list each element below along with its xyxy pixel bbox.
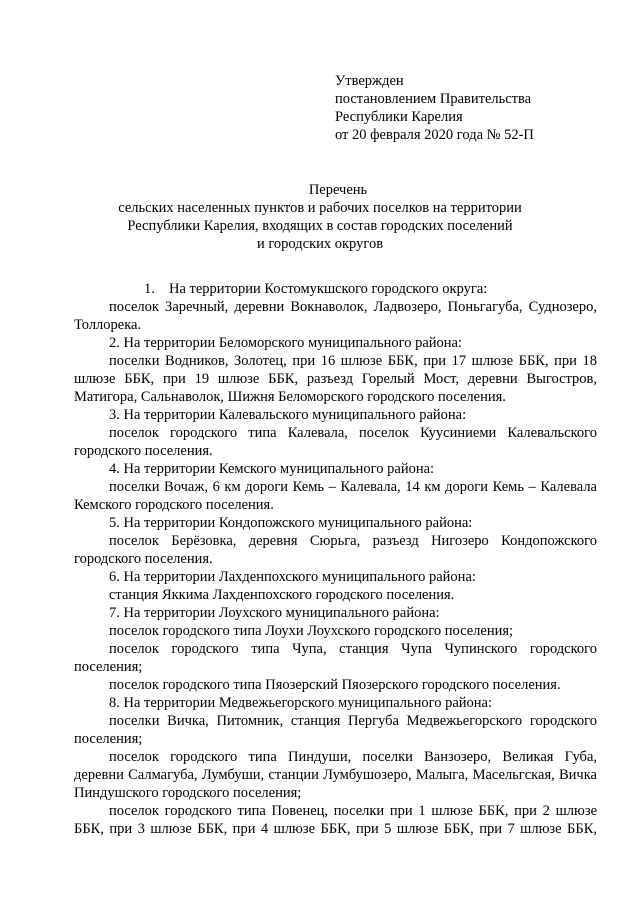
approval-line: Утвержден — [335, 73, 404, 89]
paragraph: поселок городского типа Калевала, поселок Куусиниеми Калевальского городского поселения. — [74, 425, 597, 459]
paragraph: поселки Вочаж, 6 км дороги Кемь – Калевала, 14 км дороги Кемь – Калевала Кемского городского поселения. — [74, 479, 597, 513]
paragraph: 7. На территории Лоухского муниципального района: — [109, 605, 440, 621]
paragraph: поселок Берёзовка, деревня Сюрьга, разъезд Нигозеро Кондопожского городского поселения. — [74, 533, 597, 567]
paragraph: поселки Вичка, Питомник, станция Пергуба Медвежьегорского городского поселения; — [74, 713, 597, 747]
document-title — [0, 181, 640, 253]
paragraph: 6. На территории Лахденпохского муниципального района: — [109, 569, 476, 585]
paragraph: 2. На территории Беломорского муниципального района: — [109, 335, 462, 351]
paragraph: поселки Водников, Золотец, при 16 шлюзе ББК, при 17 шлюзе ББК, при 18 шлюзе ББК, при 19 шлюзе ББК, разъезд Горелый Мост, деревни Выгостров, Матигора, Сальнаволок, Шижня Беломорского городского поселения. — [74, 353, 597, 405]
paragraph: 3. На территории Калевальского муниципального района: — [109, 407, 467, 423]
list-item-heading — [74, 280, 597, 298]
paragraph: станция Яккима Лахденпохского городского поселения. — [109, 587, 455, 603]
paragraph: 4. На территории Кемского муниципального района: — [109, 461, 435, 477]
paragraph: 8. На территории Медвежьегорского муниципального района: — [109, 695, 493, 711]
approval-line: от 20 февраля 2020 года № 52-П — [335, 127, 534, 143]
title-line: и городских округов — [256, 236, 384, 252]
list-item-heading-text: На территории Костомукшского городского округа: — [169, 281, 488, 297]
approval-stamp — [335, 72, 534, 144]
paragraph: поселок городского типа Лоухи Лоухского городского поселения; — [109, 623, 514, 639]
paragraph: поселок городского типа Пяозерский Пяозерского городского поселения. — [109, 677, 561, 693]
paragraph: поселок городского типа Повенец, поселки при 1 шлюзе ББК, при 2 шлюзе ББК, при 3 шлюзе ББК, при 4 шлюзе ББК, при 5 шлюзе ББК, при 7 шлюзе ББК, — [74, 803, 597, 837]
document-body — [74, 280, 597, 838]
paragraph: поселок городского типа Чупа, станция Чупа Чупинского городского поселения; — [74, 641, 597, 675]
paragraph: поселок городского типа Пиндуши, поселки Ванзозеро, Великая Губа, деревни Салмагуба, Лумбуши, станции Лумбушозеро, Малыга, Масельгская, Вичка Пиндушского городского поселения; — [74, 749, 597, 801]
title-line: сельских населенных пунктов и рабочих поселков на территории — [118, 200, 522, 216]
approval-line: Республики Карелия — [335, 109, 463, 125]
title-line: Республики Карелия, входящих в состав городских поселений — [127, 218, 513, 234]
paragraph: 5. На территории Кондопожского муниципального района: — [109, 515, 473, 531]
paragraph: поселок Заречный, деревни Вокнаволок, Ладвозеро, Поньгагуба, Суднозеро, Толлорека. — [74, 299, 597, 333]
title-line: Перечень — [308, 182, 368, 198]
approval-line: постановлением Правительства — [335, 91, 532, 107]
list-item-number: 1. — [144, 281, 155, 297]
